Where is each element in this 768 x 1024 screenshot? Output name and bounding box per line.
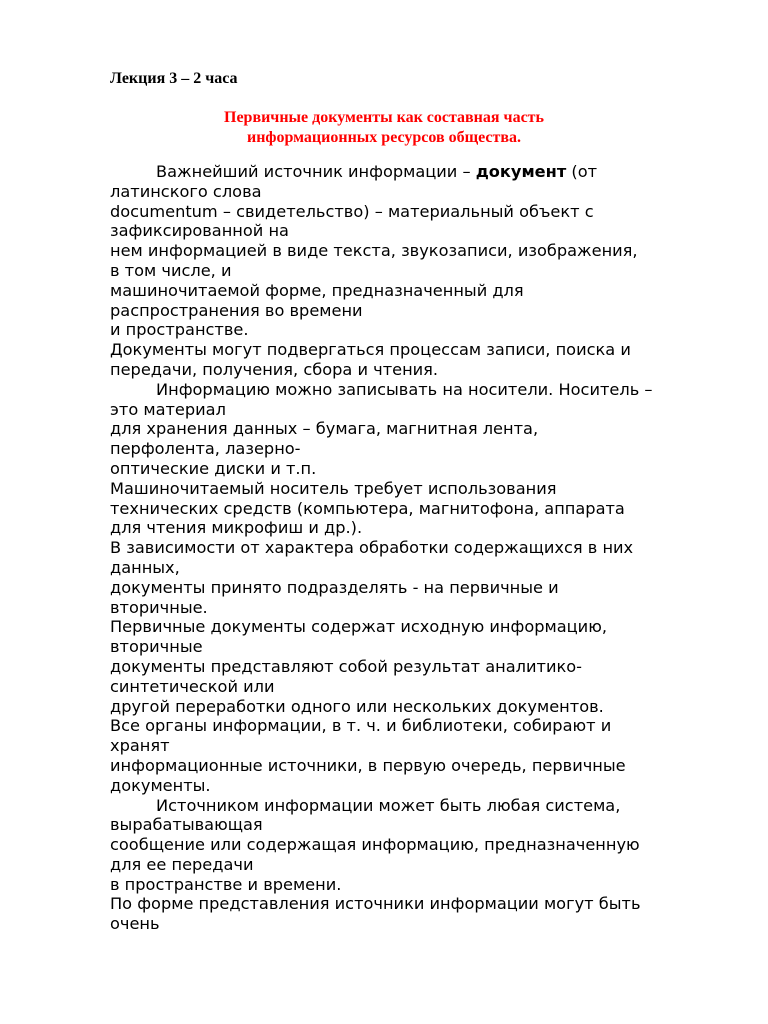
title-line-2: информационных ресурсов общества. bbox=[246, 129, 522, 146]
text-line: для чтения микрофиш и др.). bbox=[110, 518, 363, 538]
text-line: синтетической или bbox=[110, 676, 275, 696]
text-line: в пространстве и времени. bbox=[110, 874, 342, 894]
body-text bbox=[110, 162, 720, 934]
text-line: вторичные. bbox=[110, 597, 208, 617]
text-segment: (от bbox=[566, 162, 598, 181]
text-line: информационные источники, в первую очередь, первичные bbox=[110, 755, 626, 775]
text-line: Все органы информации, в т. ч. и библиотеки, собирают и bbox=[110, 716, 612, 736]
text-line: очень bbox=[110, 914, 160, 934]
text-line: Машиночитаемый носитель требует использования bbox=[110, 478, 557, 498]
text-line: латинского слова bbox=[110, 181, 262, 201]
text-line: передачи, получения, сбора и чтения. bbox=[110, 359, 439, 379]
text-line: вырабатывающая bbox=[110, 815, 263, 835]
text-line: машиночитаемой форме, предназначенный для bbox=[110, 280, 524, 300]
text-line: перфолента, лазерно- bbox=[110, 439, 301, 459]
text-line: для ее передачи bbox=[110, 854, 254, 874]
text-line: По форме представления источники информации могут быть bbox=[110, 894, 641, 914]
text-line: вторичные bbox=[110, 637, 203, 657]
text-line: в том числе, и bbox=[110, 260, 232, 280]
text-line: сообщение или содержащая информацию, предназначенную bbox=[110, 835, 640, 855]
text-line: данных, bbox=[110, 557, 180, 577]
text-line bbox=[110, 162, 720, 182]
text-line: технических средств (компьютера, магнитофона, аппарата bbox=[110, 498, 625, 518]
text-line: другой переработки одного или нескольких документов. bbox=[110, 696, 604, 716]
text-line: нем информацией в виде текста, звукозаписи, изображения, bbox=[110, 241, 638, 261]
bold-term: документ bbox=[475, 162, 567, 181]
text-line: Документы могут подвергаться процессам записи, поиска и bbox=[110, 340, 631, 360]
text-line: хранят bbox=[110, 736, 170, 756]
text-line: оптические диски и т.п. bbox=[110, 458, 317, 478]
text-line: документы принято подразделять - на первичные и bbox=[110, 577, 559, 597]
text-line: documentum – свидетельство) – материальный объект с bbox=[110, 201, 594, 221]
document-title bbox=[0, 108, 768, 148]
text-line: документы представляют собой результат аналитико- bbox=[110, 656, 582, 676]
lecture-heading: Лекция 3 – 2 часа bbox=[110, 70, 238, 87]
title-line-1: Первичные документы как составная часть bbox=[224, 109, 544, 126]
text-line: для хранения данных – бумага, магнитная лента, bbox=[110, 419, 539, 439]
text-line: зафиксированной на bbox=[110, 221, 289, 241]
text-line: Информацию можно записывать на носители. Носитель – bbox=[156, 379, 653, 399]
text-line: это материал bbox=[110, 399, 226, 419]
text-line: Первичные документы содержат исходную информацию, bbox=[110, 617, 607, 637]
text-line: В зависимости от характера обработки содержащихся в них bbox=[110, 538, 634, 558]
text-line: распространения во времени bbox=[110, 300, 363, 320]
text-segment: Важнейший источник информации – bbox=[156, 162, 476, 181]
text-line: документы. bbox=[110, 775, 211, 795]
text-line: Источником информации может быть любая система, bbox=[156, 795, 621, 815]
text-line: и пространстве. bbox=[110, 320, 249, 340]
